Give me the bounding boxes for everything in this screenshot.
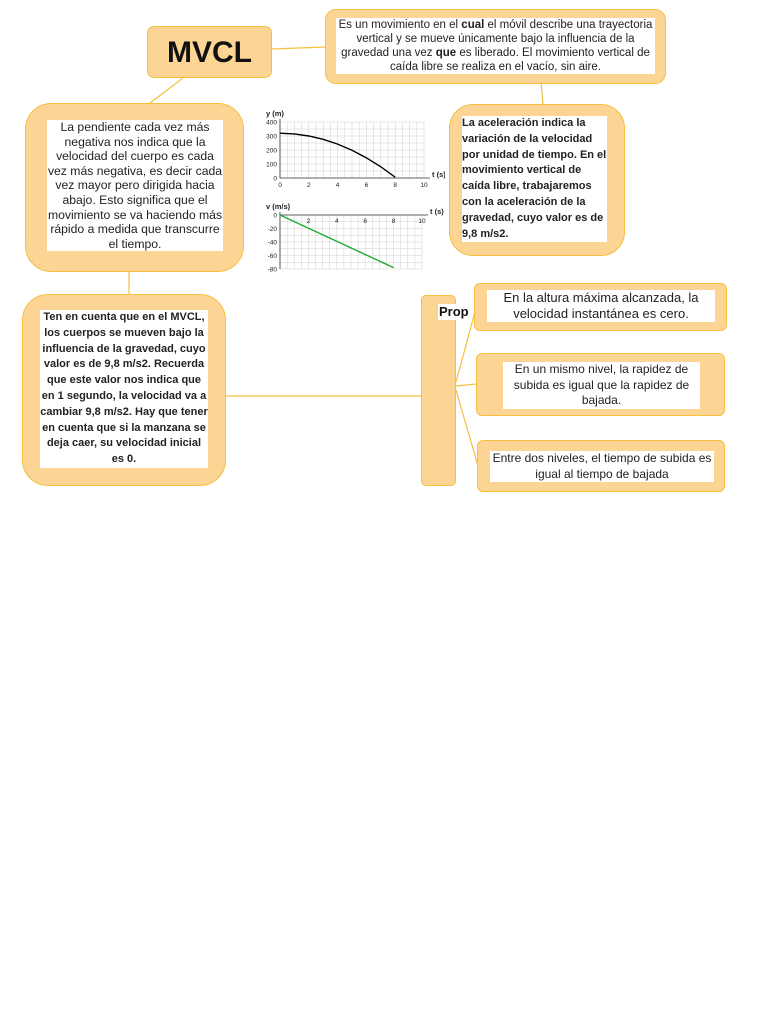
y-tick-label: -20	[267, 225, 277, 233]
position-time-chart	[262, 100, 445, 192]
definition-part: cual	[461, 19, 485, 31]
link-prop-item-3	[456, 390, 478, 466]
velocity-time-svg	[262, 196, 445, 274]
definition-text	[336, 18, 655, 74]
pendiente-node	[25, 103, 244, 272]
x-tick-label: 2	[306, 182, 311, 189]
x-tick-label: 0	[278, 182, 282, 189]
x-tick-label: 10	[418, 218, 426, 225]
title-text: MVCL	[167, 36, 252, 69]
property-item-3-text: Entre dos niveles, el tiempo de subida es igual al tiempo de bajada	[490, 451, 714, 482]
y-tick-label: 100	[266, 161, 277, 169]
property-item-1	[474, 283, 727, 331]
x-axis-label: t (s)	[430, 207, 444, 216]
link-title-pendiente	[150, 78, 183, 103]
definition-part: Es un movimiento en el	[338, 19, 462, 31]
link-title-definition	[271, 47, 327, 49]
x-tick-label: 4	[335, 182, 340, 189]
property-item-2	[476, 353, 725, 416]
link-definition-aceleracion	[541, 83, 543, 104]
link-prop-item-2	[456, 384, 477, 386]
y-tick-label: -60	[267, 252, 277, 260]
x-tick-label: 6	[364, 182, 369, 189]
property-item-3	[477, 440, 725, 492]
y-tick-label: 400	[266, 119, 277, 127]
y-axis-label: v (m/s)	[266, 202, 291, 211]
x-tick-label: 10	[420, 182, 428, 189]
x-tick-label: 4	[334, 218, 339, 225]
propiedades-node[interactable]	[421, 295, 469, 486]
x-tick-label: 6	[363, 218, 368, 225]
gravedad-text: Ten en cuenta que en el MVCL, los cuerpos se mueven bajo la influencia de la gravedad, cuyo valor es de 9,8 m/s2. Recuerda que este valor nos indica que en 1 segundo, la velocidad va a cambiar 9,8 m/s2. Hay que tener en cuenta que si la manzana se deja caer, su velocidad inicial es 0.	[40, 310, 208, 468]
x-tick-label: 2	[306, 218, 311, 225]
velocity-time-chart	[262, 196, 445, 274]
gravedad-node	[22, 294, 226, 486]
y-axis-label: y (m)	[266, 109, 284, 118]
pendiente-text: La pendiente cada vez más negativa nos indica que la velocidad del cuerpo es cada vez más negativa, es decir cada vez mayor pero dirigida hacia abajo. Esto significa que el movimiento se va haciendo más rápido a medida que transcurre el tiempo.	[47, 120, 223, 251]
y-tick-label: 0	[273, 175, 277, 183]
title-node	[147, 26, 272, 78]
y-tick-label: -80	[267, 266, 277, 274]
y-tick-label: 0	[273, 212, 277, 220]
aceleracion-node	[449, 104, 625, 256]
x-tick-label: 8	[391, 218, 396, 225]
definition-node	[325, 9, 666, 84]
definition-part: el móvil describe una trayectoria vertical y se mueve únicamente bajo la influencia de la gravedad una vez	[341, 19, 653, 59]
property-item-2-text: En un mismo nivel, la rapidez de subida es igual que la rapidez de bajada.	[503, 362, 700, 409]
position-time-svg	[262, 100, 445, 192]
x-axis-label: t (s)	[432, 170, 445, 179]
y-tick-label: 300	[266, 133, 277, 141]
y-tick-label: -40	[267, 239, 277, 247]
property-item-1-text: En la altura máxima alcanzada, la velocidad instantánea es cero.	[487, 290, 715, 322]
y-tick-label: 200	[266, 147, 277, 155]
propiedades-label: Prop	[439, 304, 469, 319]
x-tick-label: 8	[393, 182, 398, 189]
definition-part: que	[435, 47, 457, 59]
aceleracion-text: La aceleración indica la variación de la velocidad por unidad de tiempo. En el movimiento vertical de caída libre, trabajaremos con la aceleración de la gravedad, cuyo valor es de 9,8 m/s2.	[462, 116, 607, 242]
definition-part: es liberado. El movimiento vertical de caída libre se realiza en el vacío, sin aire.	[390, 47, 650, 73]
